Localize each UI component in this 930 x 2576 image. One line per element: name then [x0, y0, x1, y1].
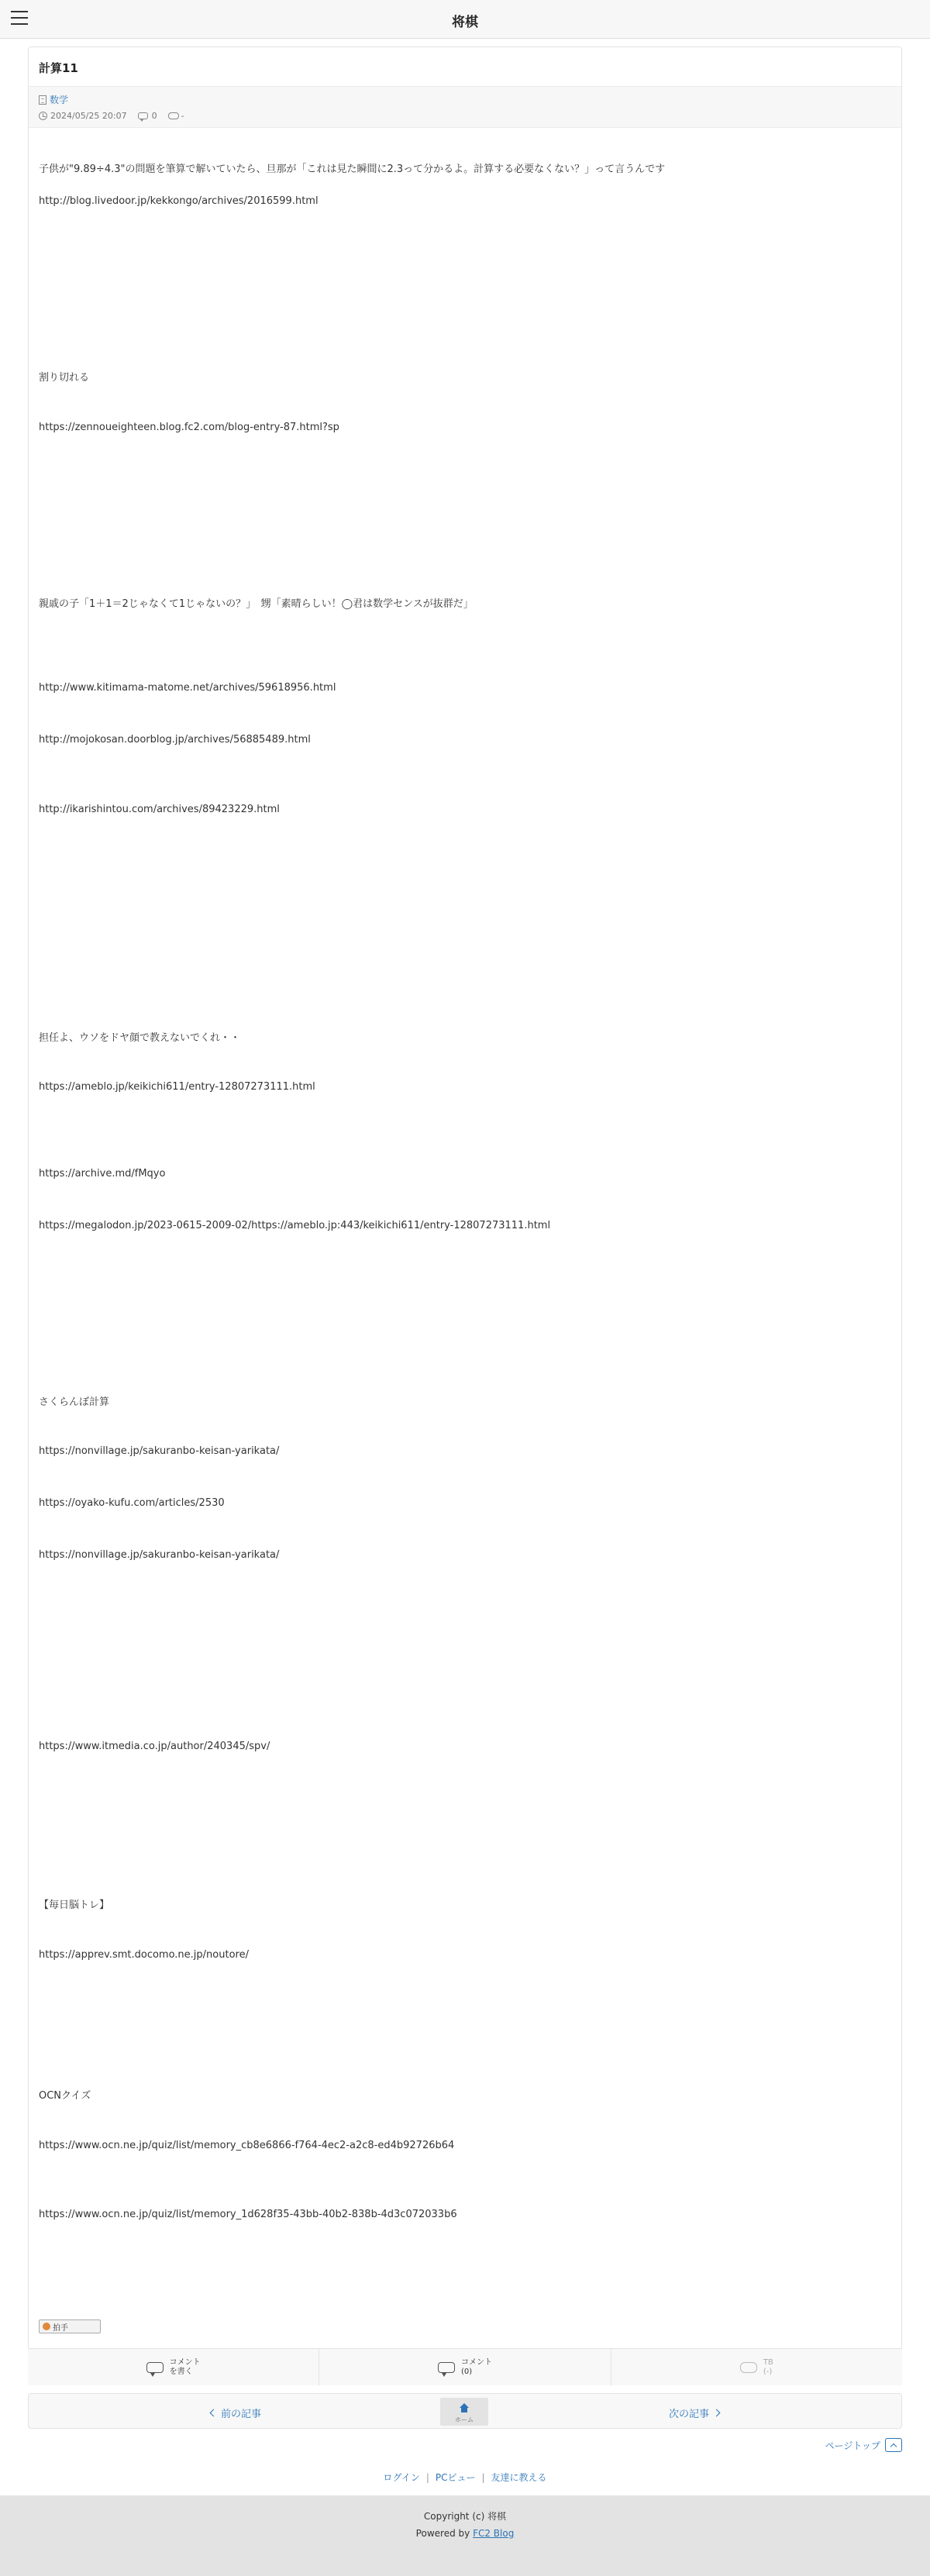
article-title: 計算11	[39, 61, 78, 75]
body-link[interactable]: https://nonvillage.jp/sakuranbo-keisan-yarikata/	[39, 1549, 280, 1561]
comment-icon	[138, 112, 148, 119]
body-link[interactable]: https://apprev.smt.docomo.ne.jp/noutore/	[39, 1949, 249, 1961]
body-text: 担任よ、ウソをドヤ顔で教えないでくれ・・	[39, 1032, 241, 1044]
body-text: 子供が"9.89÷4.3"の問題を筆算で解いていたら、旦那が「これは見た瞬間に2.3って分かるよ。計算する必要なくない？」って言うんです	[39, 164, 666, 175]
body-link[interactable]: https://oyako-kufu.com/articles/2530	[39, 1497, 225, 1509]
trackback-label: TB (-)	[763, 2357, 773, 2376]
chevron-left-icon	[210, 2409, 218, 2417]
comment-count[interactable]: 0	[151, 111, 157, 121]
comment-write-icon	[146, 2362, 164, 2373]
write-comment-label: コメント を書く	[169, 2357, 201, 2376]
write-comment-button[interactable]	[28, 2349, 319, 2385]
comments-label: コメント (0)	[460, 2357, 492, 2376]
body-link[interactable]: http://mojokosan.doorblog.jp/archives/56885489.html	[39, 734, 311, 746]
category-link[interactable]	[39, 93, 68, 106]
body-text: 割り切れる	[39, 372, 90, 384]
trackback-icon	[168, 112, 179, 119]
next-article-label: 次の記事	[669, 2409, 710, 2420]
page-top-link[interactable]	[825, 2438, 902, 2452]
home-label: ホーム	[455, 2416, 474, 2423]
trackback-count[interactable]: -	[181, 111, 184, 121]
fc2-blog-link[interactable]: FC2 Blog	[473, 2528, 515, 2539]
chevron-right-icon	[713, 2409, 721, 2417]
applause-button[interactable]	[39, 2319, 101, 2333]
copyright-text: Copyright (c) 将棋	[423, 2511, 507, 2522]
body-link[interactable]: https://archive.md/fMqyo	[39, 1168, 166, 1180]
site-footer	[0, 2495, 930, 2576]
tell-friend-link[interactable]: 友達に教える	[491, 2472, 547, 2483]
body-link[interactable]: https://www.ocn.ne.jp/quiz/list/memory_1d628f35-43bb-40b2-838b-4d3c072033b6	[39, 2209, 457, 2220]
body-text: 【毎日脳トレ】	[39, 1899, 110, 1911]
comments-button[interactable]	[319, 2349, 611, 2385]
applause-label: 拍手	[53, 2323, 68, 2333]
body-link[interactable]: https://megalodon.jp/2023-0615-2009-02/https://ameblo.jp:443/keikichi611/entry-12807273111.html	[39, 1220, 551, 1231]
body-link[interactable]: https://www.ocn.ne.jp/quiz/list/memory_cb8e6866-f764-4ec2-a2c8-ed4b92726b64	[39, 2140, 455, 2151]
body-link[interactable]: http://ikarishintou.com/archives/89423229.html	[39, 804, 280, 815]
login-link[interactable]: ログイン	[383, 2472, 420, 2483]
body-link[interactable]: https://nonvillage.jp/sakuranbo-keisan-yarikata/	[39, 1445, 280, 1457]
body-link[interactable]: https://ameblo.jp/keikichi611/entry-12807273111.html	[39, 1081, 315, 1093]
comments-icon	[438, 2362, 455, 2373]
separator: |	[425, 2472, 429, 2483]
prev-article-label: 前の記事	[221, 2409, 262, 2420]
powered-prefix: Powered by	[415, 2528, 470, 2539]
post-info	[39, 111, 184, 121]
app-header	[0, 0, 930, 39]
body-text: さくらんぼ計算	[39, 1396, 110, 1408]
trackback-icon	[740, 2362, 757, 2373]
body-text: OCNクイズ	[39, 2090, 91, 2102]
page-top-button[interactable]	[885, 2438, 902, 2452]
post-datetime: 2024/05/25 20:07	[50, 111, 127, 121]
home-icon	[460, 2403, 469, 2412]
body-link[interactable]: http://www.kitimama-matome.net/archives/59618956.html	[39, 682, 336, 694]
site-title[interactable]: 将棋	[452, 15, 478, 30]
article-card	[28, 46, 902, 2385]
powered-by	[0, 2528, 930, 2539]
applause-icon	[43, 2323, 50, 2330]
body-text: 親戚の子「1＋1＝2じゃなくて1じゃないの？」 甥「素晴らしい！◯君は数学センスが抜群だ」	[39, 598, 474, 610]
trackback-button[interactable]	[611, 2349, 902, 2385]
prev-article-link[interactable]	[211, 2406, 261, 2420]
clock-icon	[39, 112, 47, 120]
footer-links	[0, 2471, 930, 2484]
pc-view-link[interactable]: PCビュー	[435, 2472, 476, 2483]
article-meta	[29, 86, 901, 128]
article-actions	[28, 2348, 902, 2385]
separator: |	[481, 2472, 485, 2483]
home-button[interactable]	[440, 2398, 488, 2426]
next-article-link[interactable]	[669, 2406, 719, 2420]
body-link[interactable]: https://www.itmedia.co.jp/author/240345/spv/	[39, 1741, 270, 1752]
category-icon	[39, 95, 46, 105]
article-pager	[28, 2393, 902, 2429]
page-top-label: ページトップ	[825, 2440, 880, 2451]
category-label[interactable]: 数学	[50, 95, 69, 105]
body-link[interactable]: http://blog.livedoor.jp/kekkongo/archives/2016599.html	[39, 195, 319, 207]
body-link[interactable]: https://zennoueighteen.blog.fc2.com/blog-entry-87.html?sp	[39, 422, 339, 433]
chevron-up-icon	[890, 2443, 897, 2450]
